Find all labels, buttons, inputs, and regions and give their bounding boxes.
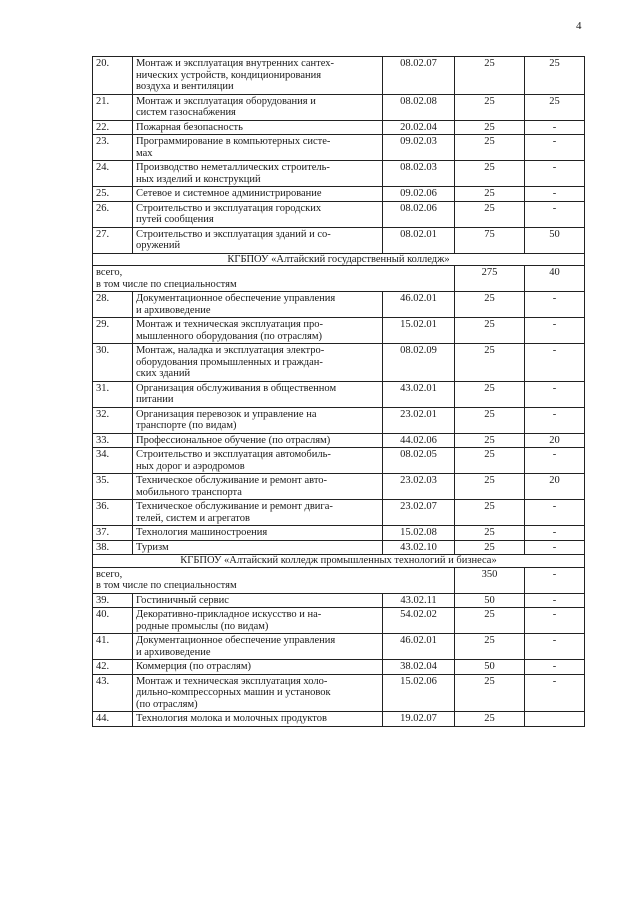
section-header-row: [93, 555, 585, 568]
row-number: 24.: [93, 161, 133, 187]
table-row: [93, 674, 585, 712]
row-number: 40.: [93, 608, 133, 634]
quota-extra-value: -: [525, 120, 585, 135]
quota-value: 25: [455, 634, 525, 660]
quota-value: 25: [455, 292, 525, 318]
quota-value: 25: [455, 608, 525, 634]
specialty-code: 23.02.07: [383, 500, 455, 526]
table-row: [93, 135, 585, 161]
row-number: 31.: [93, 381, 133, 407]
specialty-name: Монтаж и техническая эксплуатация про- мышленного оборудования (по отраслям): [133, 318, 383, 344]
total-label: всего, в том числе по специальностям: [93, 567, 383, 593]
specialty-code: 08.02.05: [383, 448, 455, 474]
specialty-code: 20.02.04: [383, 120, 455, 135]
specialties-table: [92, 56, 585, 727]
specialty-name: Декоративно-прикладное искусство и на- родные промыслы (по видам): [133, 608, 383, 634]
table-row: [93, 634, 585, 660]
specialty-code: 43.02.01: [383, 381, 455, 407]
specialty-code: 15.02.06: [383, 674, 455, 712]
row-number: 21.: [93, 94, 133, 120]
table-row: [93, 448, 585, 474]
quota-extra-value: -: [525, 448, 585, 474]
table-row: [93, 57, 585, 95]
table-row: [93, 161, 585, 187]
row-number: 43.: [93, 674, 133, 712]
row-number: 34.: [93, 448, 133, 474]
quota-extra-value: -: [525, 540, 585, 555]
specialty-name: Монтаж, наладка и эксплуатация электро- оборудования промышленных и граждан- ских зданий: [133, 344, 383, 382]
quota-extra-value: 20: [525, 474, 585, 500]
quota-value: 25: [455, 94, 525, 120]
specialty-name: Техническое обслуживание и ремонт двига- телей, систем и агрегатов: [133, 500, 383, 526]
quota-extra-value: [525, 712, 585, 727]
specialty-name: Строительство и эксплуатация автомобиль- ных дорог и аэродромов: [133, 448, 383, 474]
specialty-code: 08.02.06: [383, 201, 455, 227]
specialty-code: 44.02.06: [383, 433, 455, 448]
specialty-code: 08.02.07: [383, 57, 455, 95]
table-row: [93, 712, 585, 727]
specialty-code: 23.02.01: [383, 407, 455, 433]
page-number: 4: [576, 20, 582, 32]
table-row: [93, 433, 585, 448]
specialty-code: 54.02.02: [383, 608, 455, 634]
quota-value: 25: [455, 674, 525, 712]
row-number: 26.: [93, 201, 133, 227]
total-extra-value: 40: [525, 266, 585, 292]
quota-value: 25: [455, 474, 525, 500]
specialty-code: 15.02.08: [383, 526, 455, 541]
specialty-code: 43.02.10: [383, 540, 455, 555]
quota-extra-value: -: [525, 161, 585, 187]
specialty-name: Строительство и эксплуатация зданий и со- оружений: [133, 227, 383, 253]
specialty-code: 19.02.07: [383, 712, 455, 727]
specialty-name: Профессиональное обучение (по отраслям): [133, 433, 383, 448]
total-blank-cell: [383, 567, 455, 593]
quota-extra-value: -: [525, 381, 585, 407]
quota-extra-value: -: [525, 593, 585, 608]
quota-extra-value: 25: [525, 57, 585, 95]
quota-value: 25: [455, 407, 525, 433]
quota-value: 25: [455, 120, 525, 135]
row-number: 36.: [93, 500, 133, 526]
specialty-code: 08.02.01: [383, 227, 455, 253]
quota-extra-value: -: [525, 500, 585, 526]
specialty-code: 08.02.09: [383, 344, 455, 382]
total-label: всего, в том числе по специальностям: [93, 266, 383, 292]
section-header-row: [93, 253, 585, 266]
quota-extra-value: -: [525, 187, 585, 202]
specialty-name: Гостиничный сервис: [133, 593, 383, 608]
row-number: 23.: [93, 135, 133, 161]
row-number: 33.: [93, 433, 133, 448]
specialty-name: Технология молока и молочных продуктов: [133, 712, 383, 727]
quota-extra-value: -: [525, 407, 585, 433]
table-row: [93, 608, 585, 634]
specialty-code: 46.02.01: [383, 292, 455, 318]
total-value: 350: [455, 567, 525, 593]
total-row: [93, 266, 585, 292]
specialty-name: Технология машиностроения: [133, 526, 383, 541]
college-name: КГБПОУ «Алтайский колледж промышленных технологий и бизнеса»: [93, 555, 585, 568]
quota-value: 25: [455, 500, 525, 526]
table-row: [93, 526, 585, 541]
row-number: 41.: [93, 634, 133, 660]
specialty-code: 09.02.06: [383, 187, 455, 202]
quota-value: 25: [455, 57, 525, 95]
specialty-name: Организация обслуживания в общественном питании: [133, 381, 383, 407]
specialty-code: 23.02.03: [383, 474, 455, 500]
row-number: 22.: [93, 120, 133, 135]
specialty-name: Техническое обслуживание и ремонт авто- мобильного транспорта: [133, 474, 383, 500]
quota-value: 50: [455, 593, 525, 608]
quota-value: 25: [455, 526, 525, 541]
quota-extra-value: -: [525, 660, 585, 675]
row-number: 32.: [93, 407, 133, 433]
specialty-code: 15.02.01: [383, 318, 455, 344]
quota-value: 25: [455, 201, 525, 227]
row-number: 39.: [93, 593, 133, 608]
table-row: [93, 500, 585, 526]
quota-value: 25: [455, 318, 525, 344]
quota-value: 25: [455, 540, 525, 555]
quota-value: 25: [455, 135, 525, 161]
quota-value: 25: [455, 433, 525, 448]
table-row: [93, 593, 585, 608]
specialty-name: Монтаж и эксплуатация оборудования и систем газоснабжения: [133, 94, 383, 120]
specialty-name: Документационное обеспечение управления и архивоведение: [133, 634, 383, 660]
quota-extra-value: -: [525, 634, 585, 660]
total-blank-cell: [383, 266, 455, 292]
total-row: [93, 567, 585, 593]
specialty-name: Монтаж и техническая эксплуатация холо- дильно-компрессорных машин и установок (по отраслям): [133, 674, 383, 712]
specialty-name: Туризм: [133, 540, 383, 555]
table-row: [93, 120, 585, 135]
row-number: 20.: [93, 57, 133, 95]
row-number: 35.: [93, 474, 133, 500]
quota-extra-value: 20: [525, 433, 585, 448]
quota-extra-value: -: [525, 318, 585, 344]
specialty-name: Программирование в компьютерных систе- мах: [133, 135, 383, 161]
quota-value: 75: [455, 227, 525, 253]
row-number: 29.: [93, 318, 133, 344]
row-number: 44.: [93, 712, 133, 727]
quota-value: 25: [455, 381, 525, 407]
specialty-name: Документационное обеспечение управления и архивоведение: [133, 292, 383, 318]
specialty-name: Монтаж и эксплуатация внутренних сантех- нических устройств, кондиционирования воздуха и вентиляции: [133, 57, 383, 95]
table-row: [93, 227, 585, 253]
total-value: 275: [455, 266, 525, 292]
quota-value: 25: [455, 712, 525, 727]
row-number: 38.: [93, 540, 133, 555]
specialty-code: 09.02.03: [383, 135, 455, 161]
quota-extra-value: -: [525, 526, 585, 541]
table-row: [93, 318, 585, 344]
table-row: [93, 407, 585, 433]
quota-value: 25: [455, 448, 525, 474]
table-row: [93, 292, 585, 318]
quota-extra-value: -: [525, 608, 585, 634]
quota-value: 25: [455, 187, 525, 202]
row-number: 25.: [93, 187, 133, 202]
table-row: [93, 660, 585, 675]
specialty-name: Сетевое и системное администрирование: [133, 187, 383, 202]
specialty-name: Производство неметаллических строитель- ных изделий и конструкций: [133, 161, 383, 187]
row-number: 27.: [93, 227, 133, 253]
row-number: 30.: [93, 344, 133, 382]
specialties-table-body: [93, 57, 585, 727]
specialty-name: Пожарная безопасность: [133, 120, 383, 135]
row-number: 37.: [93, 526, 133, 541]
quota-extra-value: -: [525, 201, 585, 227]
quota-extra-value: 25: [525, 94, 585, 120]
row-number: 28.: [93, 292, 133, 318]
quota-extra-value: -: [525, 135, 585, 161]
quota-value: 25: [455, 344, 525, 382]
college-name: КГБПОУ «Алтайский государственный колледж»: [93, 253, 585, 266]
specialty-name: Коммерция (по отраслям): [133, 660, 383, 675]
row-number: 42.: [93, 660, 133, 675]
table-row: [93, 474, 585, 500]
quota-extra-value: -: [525, 292, 585, 318]
table-row: [93, 187, 585, 202]
table-row: [93, 540, 585, 555]
quota-extra-value: -: [525, 344, 585, 382]
specialty-name: Строительство и эксплуатация городских путей сообщения: [133, 201, 383, 227]
specialty-code: 46.02.01: [383, 634, 455, 660]
quota-value: 50: [455, 660, 525, 675]
specialty-code: 38.02.04: [383, 660, 455, 675]
specialty-code: 08.02.03: [383, 161, 455, 187]
table-row: [93, 201, 585, 227]
table-row: [93, 344, 585, 382]
quota-value: 25: [455, 161, 525, 187]
quota-extra-value: 50: [525, 227, 585, 253]
specialty-code: 43.02.11: [383, 593, 455, 608]
specialty-code: 08.02.08: [383, 94, 455, 120]
quota-extra-value: -: [525, 674, 585, 712]
specialty-name: Организация перевозок и управление на транспорте (по видам): [133, 407, 383, 433]
total-extra-value: -: [525, 567, 585, 593]
table-row: [93, 381, 585, 407]
table-row: [93, 94, 585, 120]
